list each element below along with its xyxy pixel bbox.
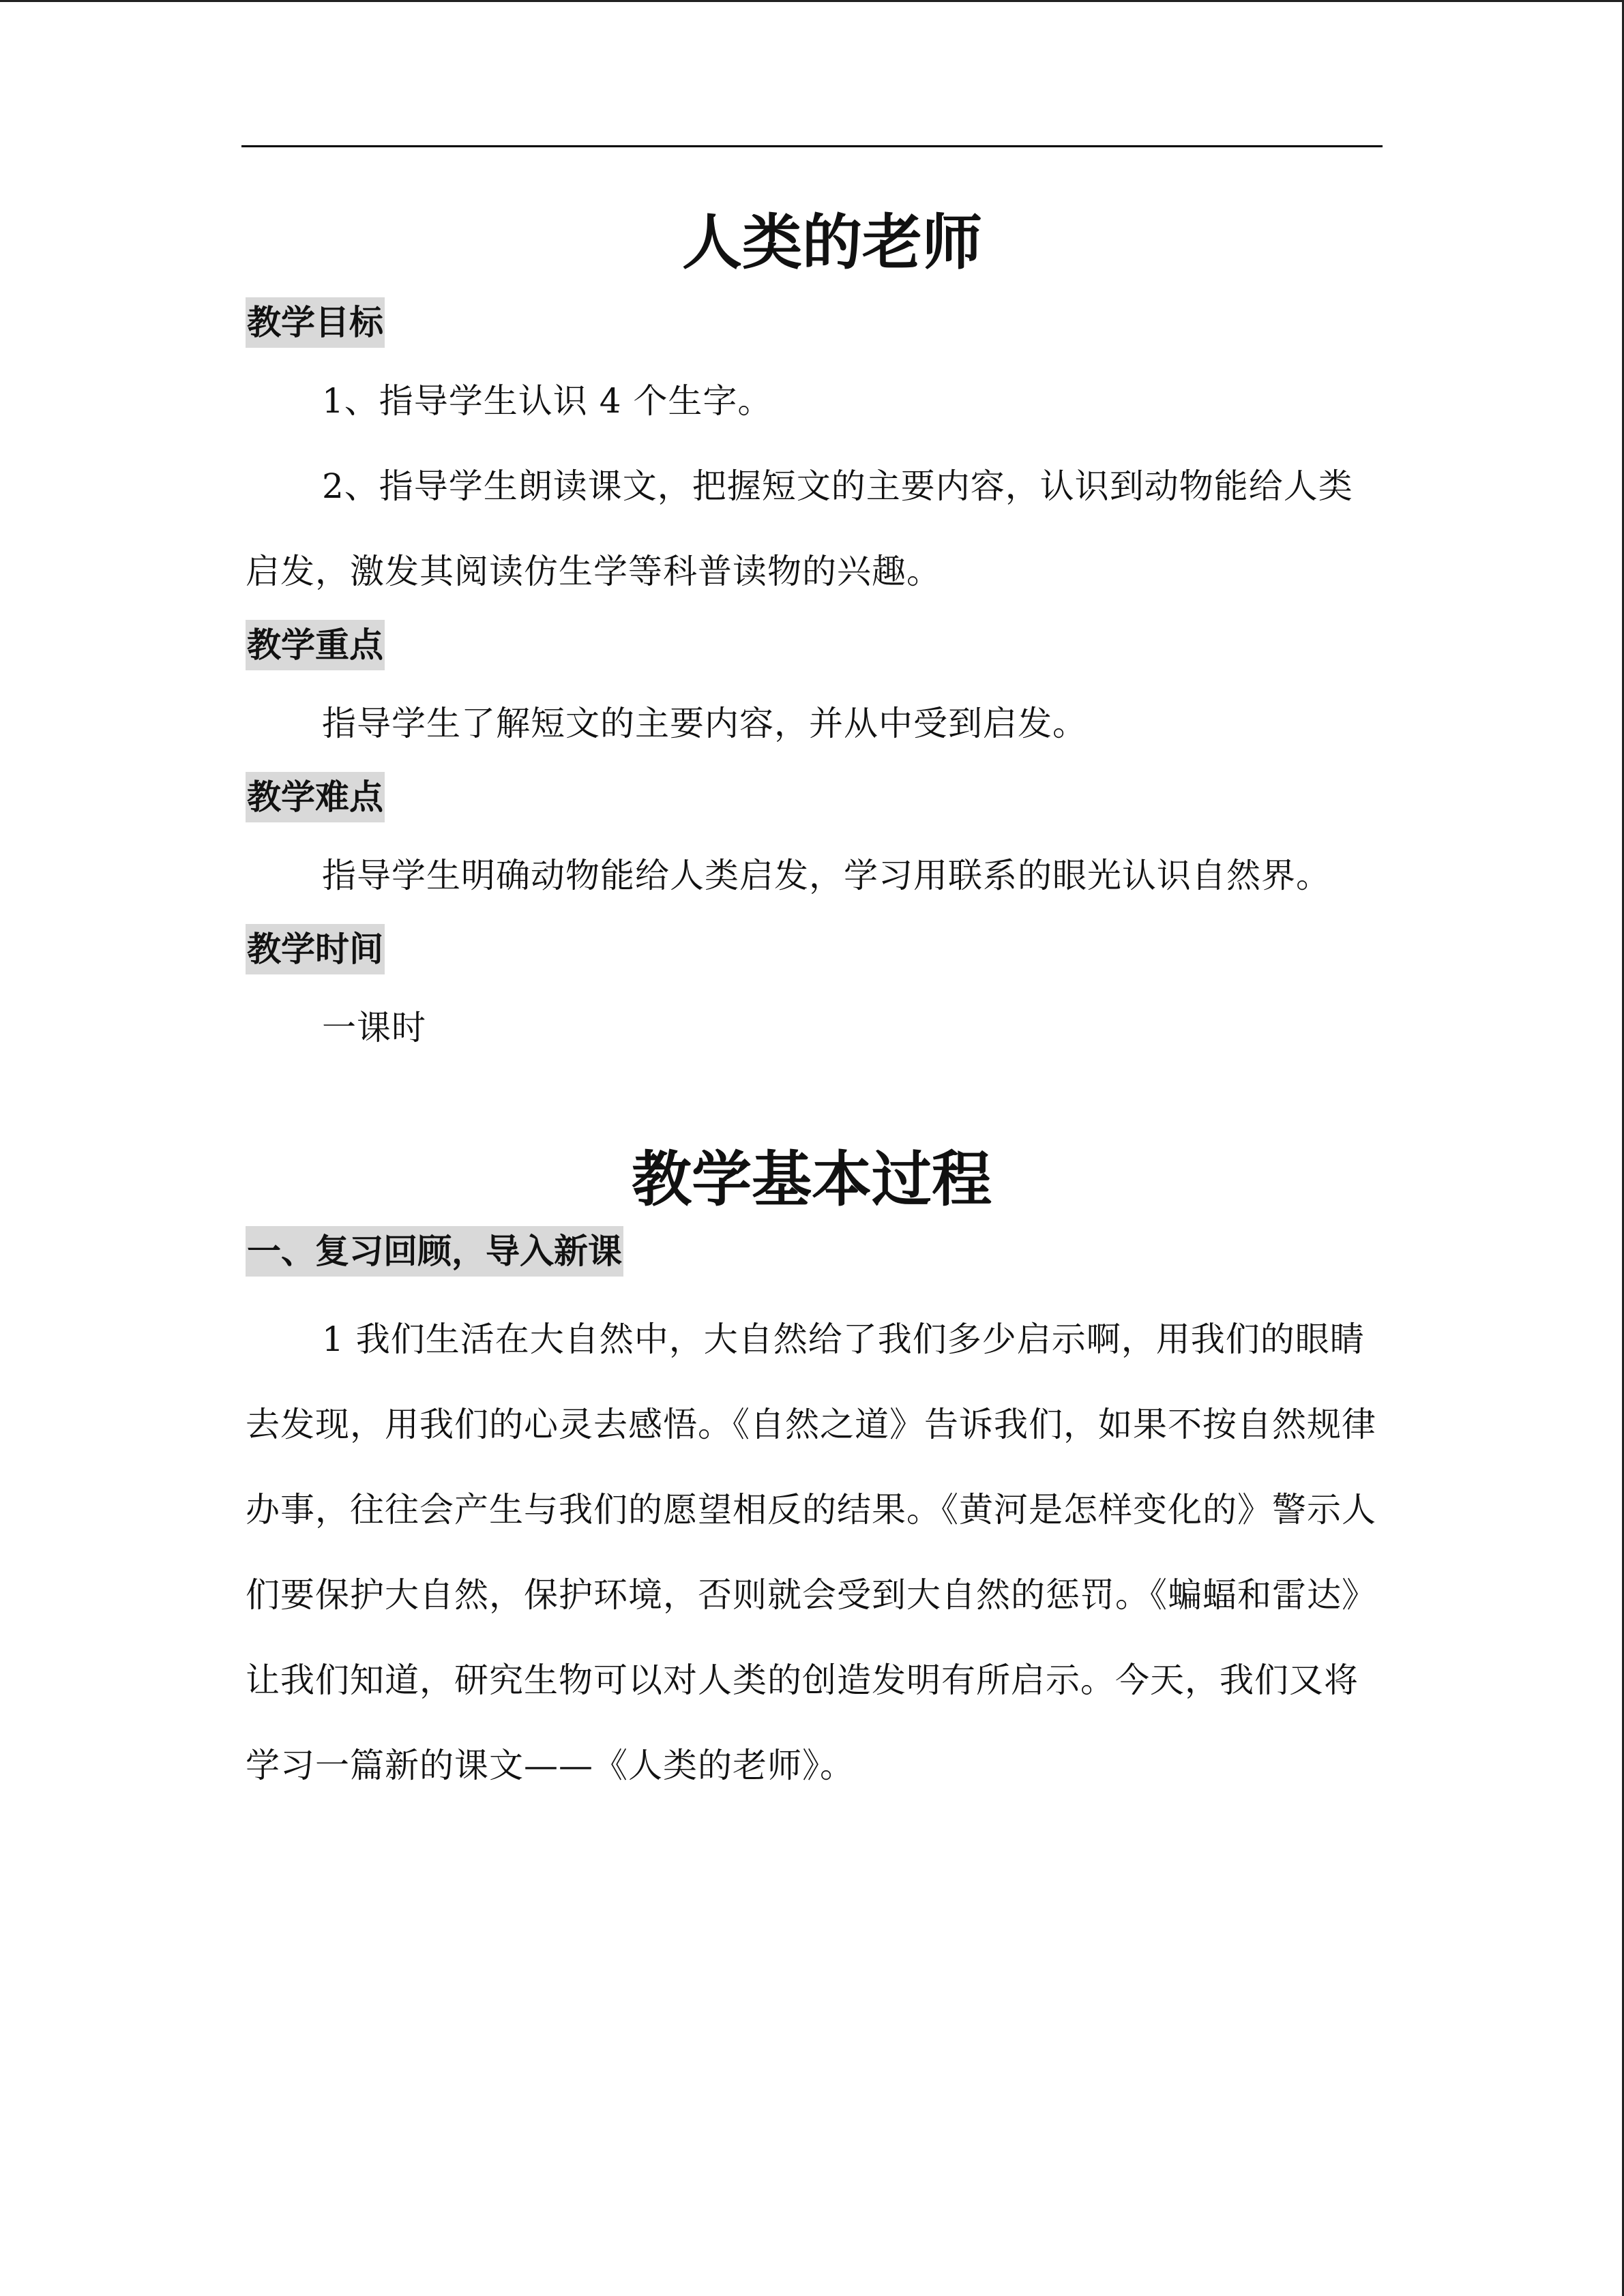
key-points-heading: 教学重点 bbox=[246, 620, 385, 670]
objectives-heading: 教学目标 bbox=[246, 297, 385, 348]
document-body bbox=[246, 202, 1378, 1808]
step1-heading-row bbox=[246, 1221, 1378, 1282]
step1-text: 1 我们生活在大自然中，大自然给了我们多少启示啊，用我们的眼睛去发现，用我们的心灵去感悟。《自然之道》告诉我们，如果不按自然规律办事，往往会产生与我们的愿望相反的结果。《黄河是怎样变化的》警示人们要保护大自然，保护环境，否则就会受到大自然的惩罚。《蝙蝠和雷达》让我们知道，研究生物可以对人类的创造发明有所启示。今天，我们又将学习一篇新的课文——《人类的老师》。 bbox=[246, 1320, 1376, 1785]
document-title: 人类的老师 bbox=[681, 207, 982, 278]
objective-item-1: 1、指导学生认识 4 个生字。 bbox=[322, 381, 773, 421]
difficulties-text: 指导学生明确动物能给人类启发，学习用联系的眼光认识自然界。 bbox=[322, 856, 1331, 895]
header-rule bbox=[241, 145, 1383, 147]
time-heading: 教学时间 bbox=[246, 924, 385, 974]
time-heading-row bbox=[246, 919, 1378, 980]
objective-item-2: 2、指导学生朗读课文，把握短文的主要内容，认识到动物能给人类启发，激发其阅读仿生学等科普读物的兴趣。 bbox=[246, 466, 1353, 591]
time-text: 一课时 bbox=[322, 1008, 426, 1047]
page-border-top bbox=[0, 0, 1624, 2]
key-points-heading-row bbox=[246, 614, 1378, 676]
step1-heading: 一、复习回顾，导入新课 bbox=[246, 1226, 623, 1277]
key-points-text: 指导学生了解短文的主要内容，并从中受到启发。 bbox=[322, 704, 1087, 743]
difficulties-heading: 教学难点 bbox=[246, 772, 385, 822]
process-title: 教学基本过程 bbox=[631, 1144, 992, 1214]
objectives-heading-row bbox=[246, 292, 1378, 353]
difficulties-heading-row bbox=[246, 766, 1378, 828]
